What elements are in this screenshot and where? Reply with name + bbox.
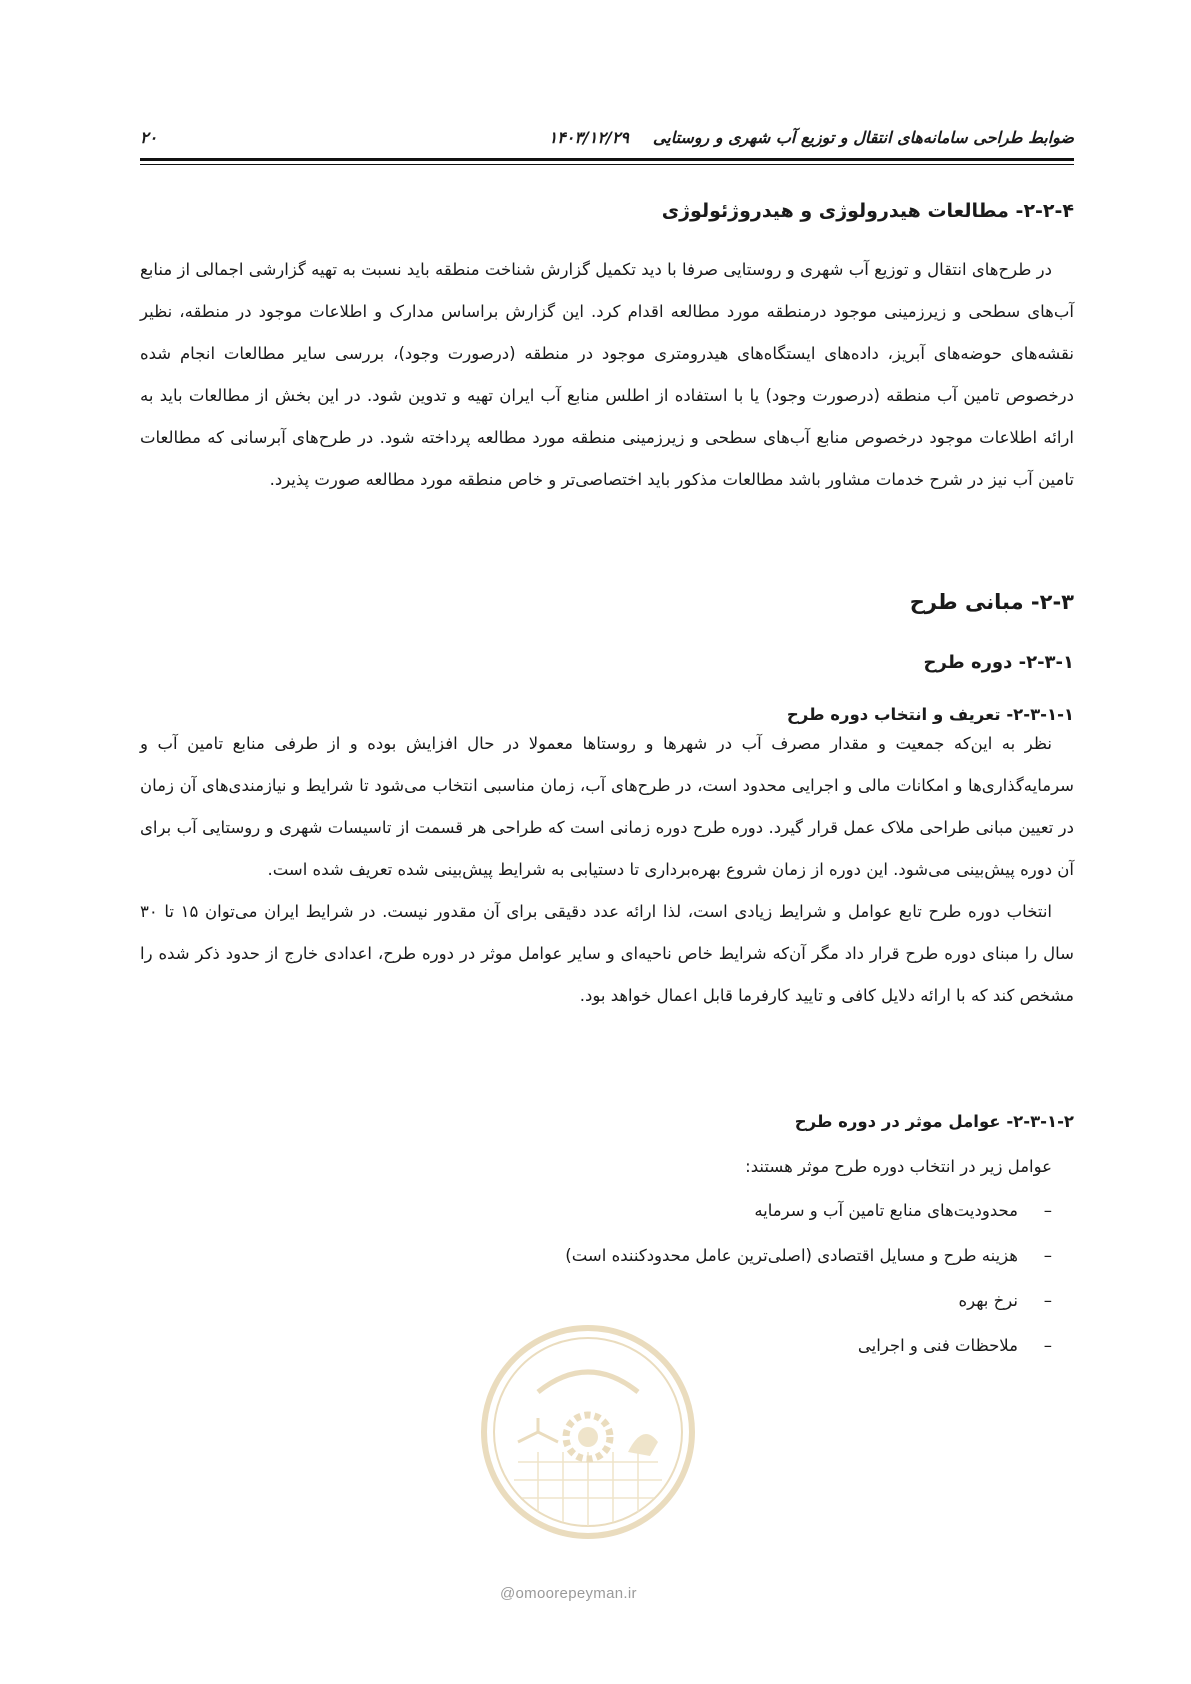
paragraph: در طرح‌های انتقال و توزیع آب شهری و روستایی صرفا با دید تکمیل گزارش شناخت منطقه باید نسبت به تهیه گزارشی اجمالی از منابع آب‌های سطحی و زیرزمینی موجود درمنطقه مورد مطالعه اقدام کرد. این گزارش براساس مدارک و اطلاعات موجود در منطقه، نظیر نقشه‌های حوضه‌های آبریز، داده‌های ایستگاه‌های هیدرومتری موجود در منطقه (درصورت وجود)، بررسی سایر مطالعات انجام شده درخصوص تامین آب منطقه (درصورت وجود) یا با استفاده از اطلس منابع آب ایران تهیه و تدوین شود. در این بخش از مطالعات باید به ارائه اطلاعات موجود درخصوص منابع آب‌های سطحی و زیرزمینی منطقه مورد مطالعه پرداخته شود. در طرح‌های آبرسانی که مطالعات تامین آب نیز در شرح خدمات مشاور باشد مطالعات مذکور باید اختصاصی‌تر و خاص منطقه مورد مطالعه صورت پذیرد. (140, 260, 1074, 489)
watermark-logo-icon (478, 1322, 698, 1542)
section-heading: ۲-۳-۱- دوره طرح (923, 652, 1074, 673)
section-2-3-1-1-body (140, 723, 1074, 1017)
dash-icon: – (1043, 1201, 1052, 1220)
list-lead: عوامل زیر در انتخاب دوره طرح موثر هستند: (745, 1157, 1052, 1176)
list-item: – هزینه طرح و مسایل اقتصادی (اصلی‌ترین عامل محدودکننده است) (140, 1233, 1074, 1278)
section-heading: ۲-۳- مبانی طرح (909, 590, 1074, 614)
dash-icon: – (1043, 1246, 1052, 1265)
header-rule-thick (140, 158, 1074, 161)
section-2-3-1-1 (140, 705, 1074, 724)
section-heading: ۲-۳-۱-۲- عوامل موثر در دوره طرح (794, 1112, 1074, 1131)
section-heading: ۲-۳-۱-۱- تعریف و انتخاب دوره طرح (786, 705, 1074, 724)
list-item: – ملاحظات فنی و اجرایی (140, 1323, 1074, 1368)
header-title: ضوابط طراحی سامانه‌های انتقال و توزیع آب شهری و روستایی (652, 128, 1074, 147)
section-2-3-1 (140, 652, 1074, 673)
list-item: – محدودیت‌های منابع تامین آب و سرمایه (140, 1188, 1074, 1233)
section-2-2-4 (140, 200, 1074, 222)
watermark-url: @omoorepeyman.ir (500, 1585, 637, 1602)
paragraph: نظر به این‌که جمعیت و مقدار مصرف آب در شهرها و روستاها معمولا در حال افزایش بوده و از طرفی منابع تامین آب و سرمایه‌گذاری‌ها و امکانات مالی و اجرایی محدود است، در طرح‌های آب، زمان مناسبی انتخاب می‌شود تا شرایط و نیازمندی‌های آن زمان در تعیین مبانی طراحی ملاک عمل قرار گیرد. دوره طرح دوره زمانی است که طراحی هر قسمت از تاسیسات شهری و روستایی آب برای آن دوره پیش‌بینی می‌شود. این دوره از زمان شروع بهره‌برداری تا دستیابی به شرایط پیش‌بینی شده تعریف شده است. (140, 734, 1074, 879)
section-2-3 (140, 590, 1074, 614)
dash-icon: – (1043, 1291, 1052, 1310)
running-header (140, 128, 1074, 154)
paragraph: انتخاب دوره طرح تابع عوامل و شرایط زیادی است، لذا ارائه عدد دقیقی برای آن مقدور نیست. در شرایط ایران می‌توان ۱۵ تا ۳۰ سال را مبنای دوره طرح قرار داد مگر آن‌که شرایط خاص ناحیه‌ای و سایر عوامل موثر در دوره طرح، اعدادی خارج از حدود ذکر شده را مشخص کند که با ارائه دلایل کافی و تایید کارفرما قابل اعمال خواهد بود. (140, 902, 1074, 1005)
header-date: ۱۴۰۳/۱۲/۲۹ (548, 128, 629, 147)
section-2-2-4-body (140, 249, 1074, 501)
list-item: – نرخ بهره (140, 1278, 1074, 1323)
dash-icon: – (1043, 1336, 1052, 1355)
section-heading: ۲-۲-۴- مطالعات هیدرولوژی و هیدروژئولوژی (661, 200, 1074, 222)
page-number: ۲۰ (140, 128, 158, 147)
header-rule-thin (140, 164, 1074, 165)
section-2-3-1-2 (140, 1112, 1074, 1131)
